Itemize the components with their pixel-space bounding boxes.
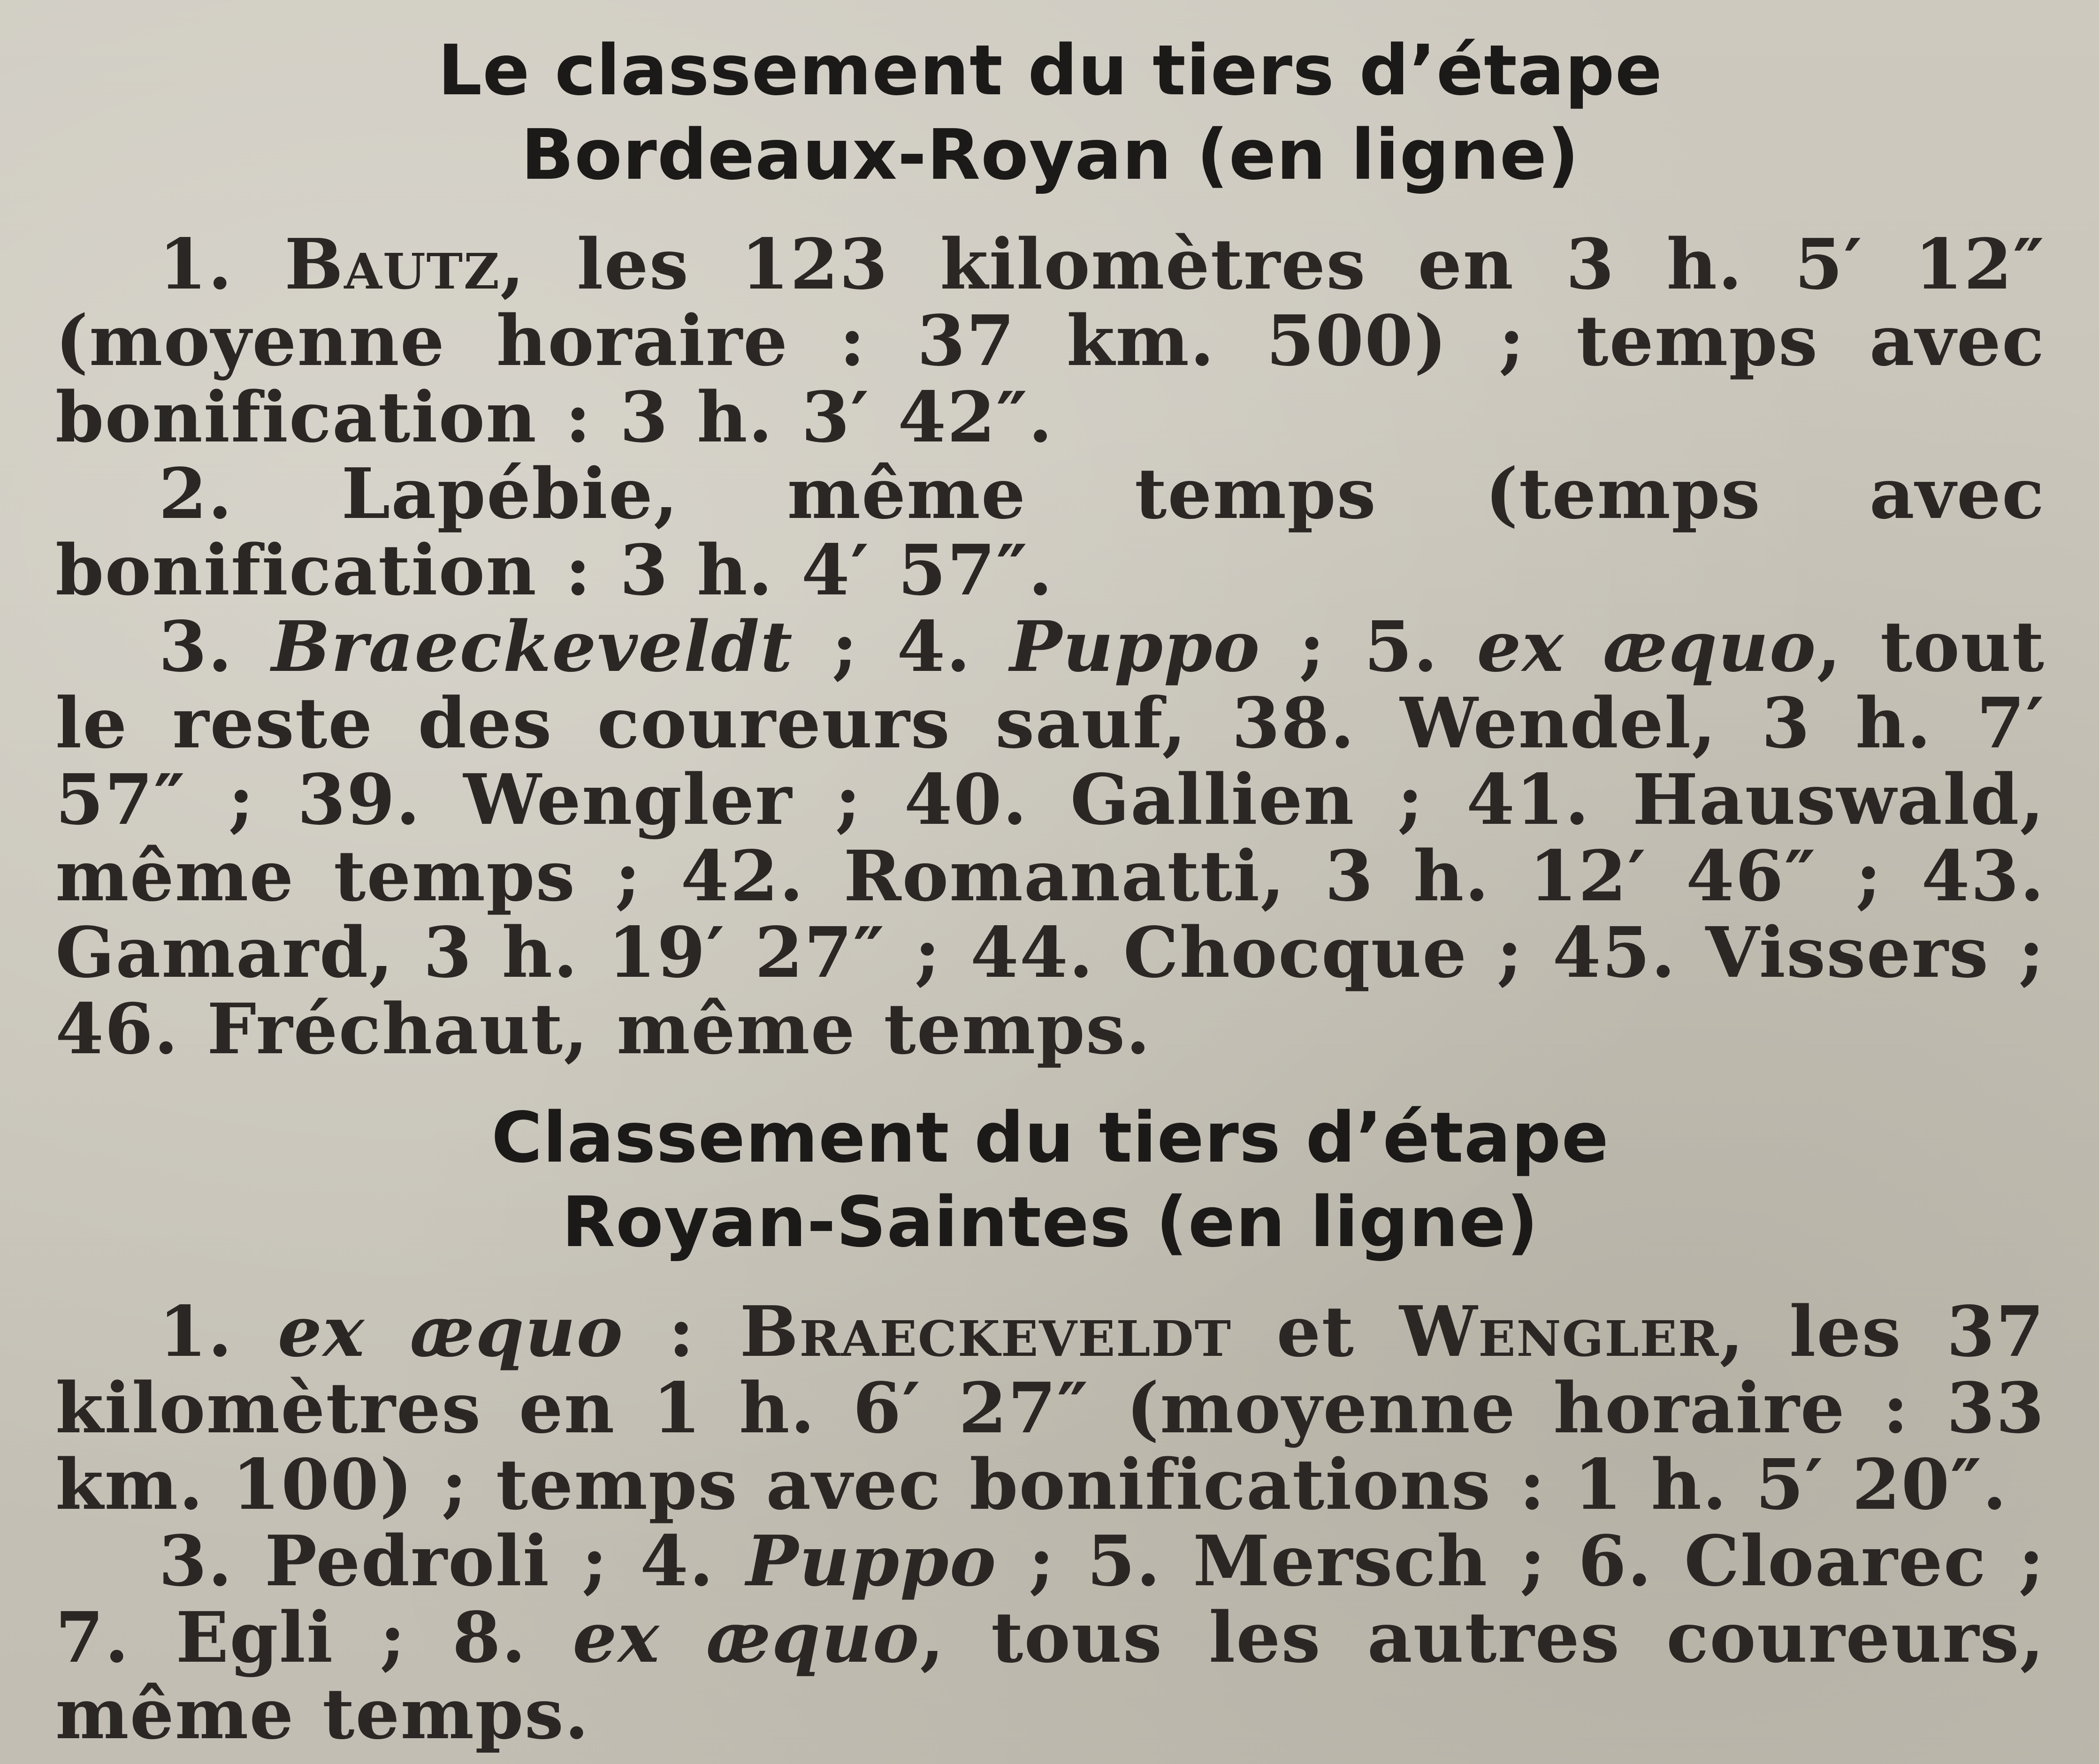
- text-run: , tous les autres coureurs, même temps.: [55, 1597, 2046, 1755]
- rider-name: Bautz: [284, 223, 500, 305]
- text-run: 1.: [159, 1291, 278, 1372]
- section-2-title-line-1: Classement du tiers d’étape: [491, 1097, 1609, 1178]
- text-run: :: [624, 1291, 740, 1372]
- section-1-title: [55, 28, 2045, 197]
- section-1-title-line-2: Bordeaux-Royan (en ligne): [521, 114, 1580, 195]
- section-1-paragraph-1: [55, 223, 2045, 458]
- section-2-title-line-2: Royan-Saintes (en ligne): [562, 1182, 1539, 1262]
- text-run: ; 5. Mersch ; 6. Cloarec ; 7. Egli ; 8.: [55, 1520, 2046, 1678]
- rider-name: Braeckeveldt: [740, 1291, 1232, 1372]
- section-1-paragraph-3: [55, 606, 2045, 1070]
- section-2-paragraph-2: [55, 1520, 2046, 1755]
- newspaper-clipping: [55, 19, 2046, 1755]
- text-run: 1.: [159, 223, 285, 305]
- section-1-results: [55, 223, 2045, 1070]
- text-run: ; 4.: [793, 606, 1010, 687]
- rider-name: Puppo: [746, 1520, 997, 1602]
- section-1-title-line-1: Le classement du tiers d’étape: [437, 30, 1663, 111]
- rider-name: Wengler: [1399, 1291, 1720, 1372]
- section-2-paragraph-1: [55, 1293, 2045, 1523]
- section-1-paragraph-2: 2. Lapébie, même temps (temps avec bonification : 3 h. 4′ 57″.: [55, 453, 2045, 611]
- text-run: 3.: [159, 606, 272, 687]
- section-2-results: [55, 1291, 2046, 1755]
- ex-aequo-term: ex æquo: [572, 1597, 920, 1678]
- text-run: , tout le reste des coureurs sauf, 38. Wendel, 3 h. 7′ 57″ ; 39. Wengler ; 40. Gallien ; 41. Hauswald, même temps ; 42. Romanatti, 3 h. 12′ 46″ ; 43. Gamard, 3 h. 19′ 27″ ; 44. Chocque ; 45. Vissers ; 46. Fréchaut, même temps.: [55, 606, 2045, 1070]
- text-run: ; 5.: [1260, 606, 1477, 687]
- rider-name: Puppo: [1009, 606, 1261, 687]
- ex-aequo-term: ex æquo: [1477, 606, 1817, 687]
- ex-aequo-term: ex æquo: [277, 1291, 624, 1372]
- text-run: , les 123 kilomètres en 3 h. 5′ 12″ (moyenne horaire : 37 km. 500) ; temps avec bonification : 3 h. 3′ 42″.: [55, 223, 2045, 458]
- text-run: , les 37 kilomètres en 1 h. 6′ 27″ (moyenne horaire : 33 km. 100) ; temps avec bonifications : 1 h. 5′ 20″.: [55, 1291, 2046, 1525]
- rider-name: Braeckeveldt: [271, 606, 794, 687]
- text-run: et: [1231, 1291, 1400, 1372]
- section-2-title: [55, 1095, 2045, 1264]
- text-run: 3. Pedroli ; 4.: [159, 1520, 746, 1602]
